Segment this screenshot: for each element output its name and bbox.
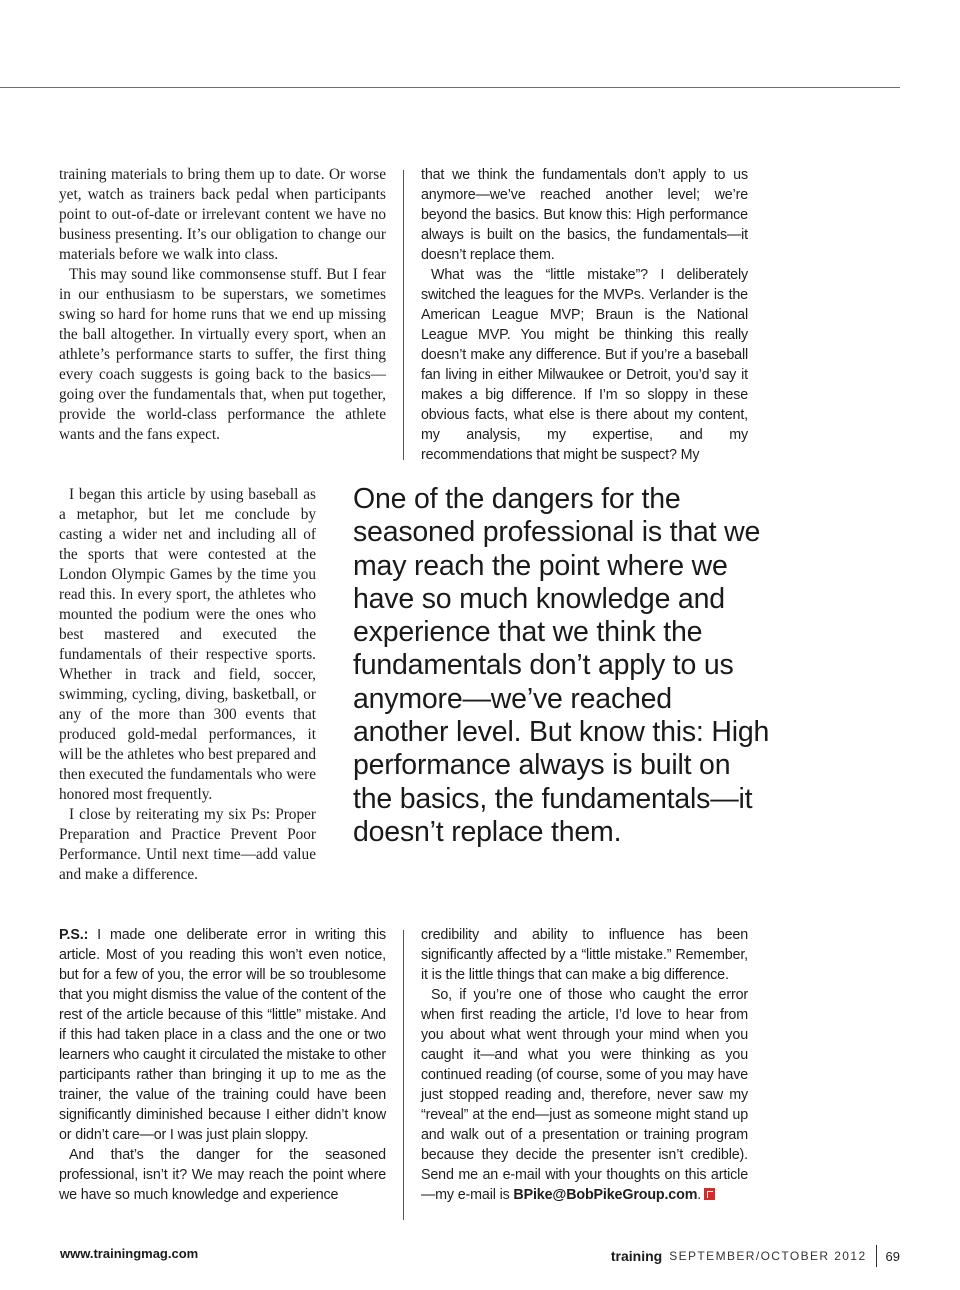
column-1-narrow bbox=[59, 485, 316, 885]
paragraph: credibility and ability to influence has been significantly affected by a “little mistake.” Remember, it is the little things that can make a big difference. bbox=[421, 927, 748, 983]
postscript-text: I made one deliberate error in writing this article. Most of you reading this won’t even notice, but for a few of you, the error will be so troublesome that you might dismiss the value of the content of the rest of the article because of this “little” mistake. And if this had taken place in a class and the one or two learners who caught it circulated the mistake to other participants rather than bringing it up to me as the trainer, the value of the training could have been significantly diminished because I either didn’t know or didn’t care—or I was just plain sloppy. bbox=[59, 927, 386, 1143]
footer-url[interactable]: www.trainingmag.com bbox=[60, 1246, 199, 1261]
postscript-label: P.S.: bbox=[59, 927, 89, 943]
paragraph: What was the “little mistake”? I deliberately switched the leagues for the MVPs. Verlander is the American League MVP; Braun is the National League MVP. You might be thinking this really doesn’t make any difference. But if you’re a baseball fan living in either Milwaukee or Detroit, you’d say it makes a big difference. If I’m so sloppy in these obvious facts, what else is there about my content, my analysis, my expertise, and my recommendations that might be suspect? My bbox=[421, 267, 748, 463]
paragraph: training materials to bring them up to date. Or worse yet, watch as trainers back pedal when participants point to out-of-date or irrelevant content we have no business presenting. It’s our obligation to change our materials before we walk into class. bbox=[59, 166, 386, 263]
postscript-column bbox=[59, 925, 386, 1205]
end-of-article-icon bbox=[704, 1188, 715, 1200]
column-1-top bbox=[59, 165, 386, 445]
paragraph: I close by reiterating my six Ps: Proper Preparation and Practice Prevent Poor Performance. Until next time—add value and make a difference. bbox=[59, 806, 316, 883]
closing-text: So, if you’re one of those who caught the error when first reading the article, I’d love to hear from you about what went through your mind when you caught it—and what you were thinking as you continued reading (of course, some of you may have just stopped reading and, therefore, never saw my “reveal” at the end—just as someone might stand up and walk out of a presentation or training program because they decide the presenter isn’t credible). Send me an e-mail with your thoughts on this article—my e-mail is bbox=[421, 987, 748, 1203]
footer-magazine-name: training bbox=[610, 1248, 663, 1264]
footer-issue-date: SEPTEMBER/OCTOBER 2012 bbox=[669, 1249, 867, 1263]
page-footer bbox=[0, 1246, 960, 1270]
column-rule-bottom bbox=[403, 930, 404, 1220]
pull-quote: One of the dangers for the seasoned professional is that we may reach the point where we have so much knowledge and experience that we think the fundamentals don’t apply to us anymore—we’ve reached another level. But know this: High performance always is built on the basics, the fundamentals—it doesn’t replace them. bbox=[353, 483, 770, 848]
paragraph: This may sound like commonsense stuff. But I fear in our enthusiasm to be superstars, we sometimes swing so hard for home runs that we end up missing the ball altogether. In virtually every sport, when an athlete’s performance starts to suffer, the first thing every coach suggests is going back to the basics—going over the fundamentals that, when put together, provide the world-class performance the athlete wants and the fans expect. bbox=[59, 266, 386, 443]
header-rule bbox=[0, 87, 900, 88]
column-rule-top bbox=[403, 170, 404, 460]
paragraph: that we think the fundamentals don’t apply to us anymore—we’ve reached another level; we’re beyond the basics. But know this: High performance always is built on the basics, the fundamentals—it doesn’t replace them. bbox=[421, 167, 748, 263]
closing-paragraph bbox=[421, 985, 748, 1205]
author-email-link[interactable]: BPike@BobPikeGroup.com bbox=[513, 1187, 698, 1203]
footer-divider bbox=[876, 1245, 877, 1267]
page-number: 69 bbox=[885, 1248, 900, 1264]
column-2-top bbox=[421, 165, 748, 465]
closing-period: . bbox=[697, 1187, 702, 1203]
footer-folio bbox=[611, 1246, 900, 1266]
paragraph: I began this article by using baseball as a metaphor, but let me conclude by casting a wider net and including all of the sports that were contested at the London Olympic Games by the time you read this. In every sport, the athletes who mounted the podium were the ones who best mastered and executed the fundamentals of their respective sports. Whether in track and field, soccer, swimming, cycling, diving, basketball, or any of the more than 300 events that produced gold-medal performances, it will be the athletes who best prepared and then executed the fundamentals who were honored most frequently. bbox=[59, 486, 316, 803]
postscript-paragraph bbox=[59, 925, 386, 1145]
column-2-bottom bbox=[421, 925, 748, 1205]
paragraph: And that’s the danger for the seasoned professional, isn’t it? We may reach the point where we have so much knowledge and experience bbox=[59, 1147, 386, 1203]
